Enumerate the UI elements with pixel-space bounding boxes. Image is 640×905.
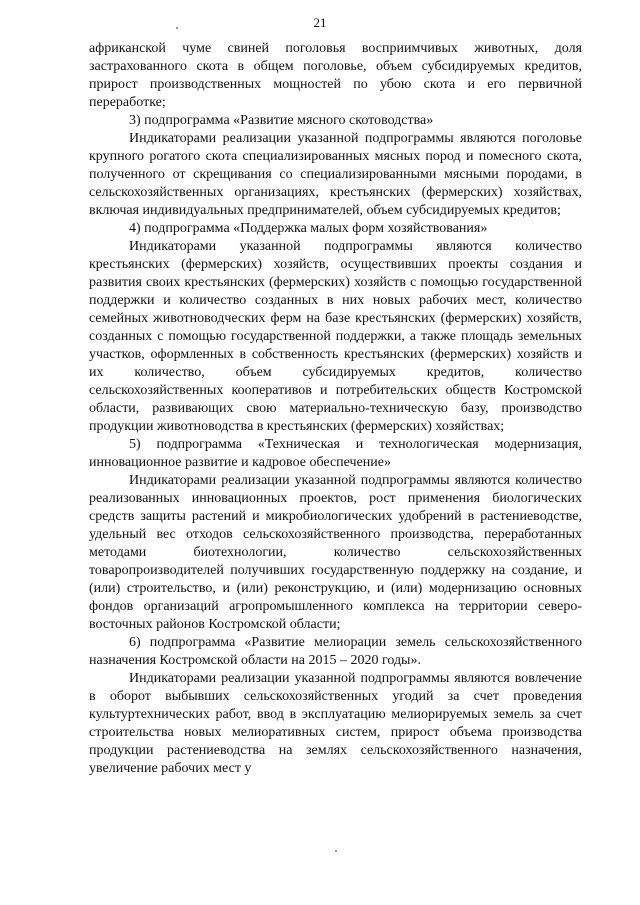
page-number: 21 bbox=[313, 15, 327, 30]
scan-speck bbox=[335, 850, 337, 852]
paragraph-2-heading-subprogram-3: 3) подпрограмма «Развитие мясного скотоводства» bbox=[129, 113, 434, 128]
paragraph-3: Индикаторами реализации указанной подпрограммы являются поголовье крупного рогатого скота специализированных мясных пород и помесного скота, полученного от скрещивания со специализированными мясными породами, в сельскохозяйственных организациях, крестьянских (фермерских) хозяйствах, включая индивидуальных предпринимателей, объем субсидируемых кредитов; bbox=[89, 131, 582, 218]
paragraph-6-heading-subprogram-5: 5) подпрограмма «Техническая и технологическая модернизация, инновационное развитие и кадровое обеспечение» bbox=[89, 437, 582, 470]
scan-speck bbox=[176, 27, 178, 29]
paragraph-8-heading-subprogram-6: 6) подпрограмма «Развитие мелиорации земель сельскохозяйственного назначения Костромской области на 2015 – 2020 годы». bbox=[89, 635, 582, 668]
paragraph-9: Индикаторами реализации указанной подпрограммы являются вовлечение в оборот выбывших сельскохозяйственных угодий за счет проведения культуртехнических работ, ввод в эксплуатацию мелиорируемых земель за счет строительства новых мелиоративных систем, прирост объема производства продукции растениеводства на землях сельскохозяйственного назначения, увеличение рабочих мест у bbox=[89, 671, 582, 776]
paragraph-1: африканской чуме свиней поголовья восприимчивых животных, доля застрахованного скота в общем поголовье, объем субсидируемых кредитов, прирост производственных мощностей по убою скота и его первичной переработке; bbox=[89, 41, 582, 110]
paragraph-5: Индикаторами указанной подпрограммы являются количество крестьянских (фермерских) хозяйств, осуществивших проекты создания и развития своих крестьянских (фермерских) хозяйств с помощью государственной поддержки и количество созданных в них новых рабочих мест, количество семейных животноводческих ферм на базе крестьянских (фермерских) хозяйств, созданных с помощью государственной поддержки, а также площадь земельных участков, оформленных в собственность крестьянских (фермерских) хозяйств и их количество, объем субсидируемых кредитов, количество сельскохозяйственных кооперативов и потребительских обществ Костромской области, развивающих свою материально-техническую базу, производство продукции животноводства в крестьянских (фермерских) хозяйствах; bbox=[89, 239, 582, 434]
document-body bbox=[89, 40, 582, 778]
paragraph-4-heading-subprogram-4: 4) подпрограмма «Поддержка малых форм хозяйствования» bbox=[129, 221, 488, 236]
paragraph-7: Индикаторами реализации указанной подпрограммы являются количество реализованных инновационных проектов, рост применения биологических средств защиты растений и микробиологических удобрений в растениеводстве, удельный вес отходов сельскохозяйственного производства, переработанных методами биотехнологии, количество сельскохозяйственных товаропроизводителей получивших государственную поддержку на создание, и (или) строительство, и (или) реконструкцию, и (или) модернизацию основных фондов организаций агропромышленного комплекса на территории северо-восточных районов Костромской области; bbox=[89, 473, 582, 632]
